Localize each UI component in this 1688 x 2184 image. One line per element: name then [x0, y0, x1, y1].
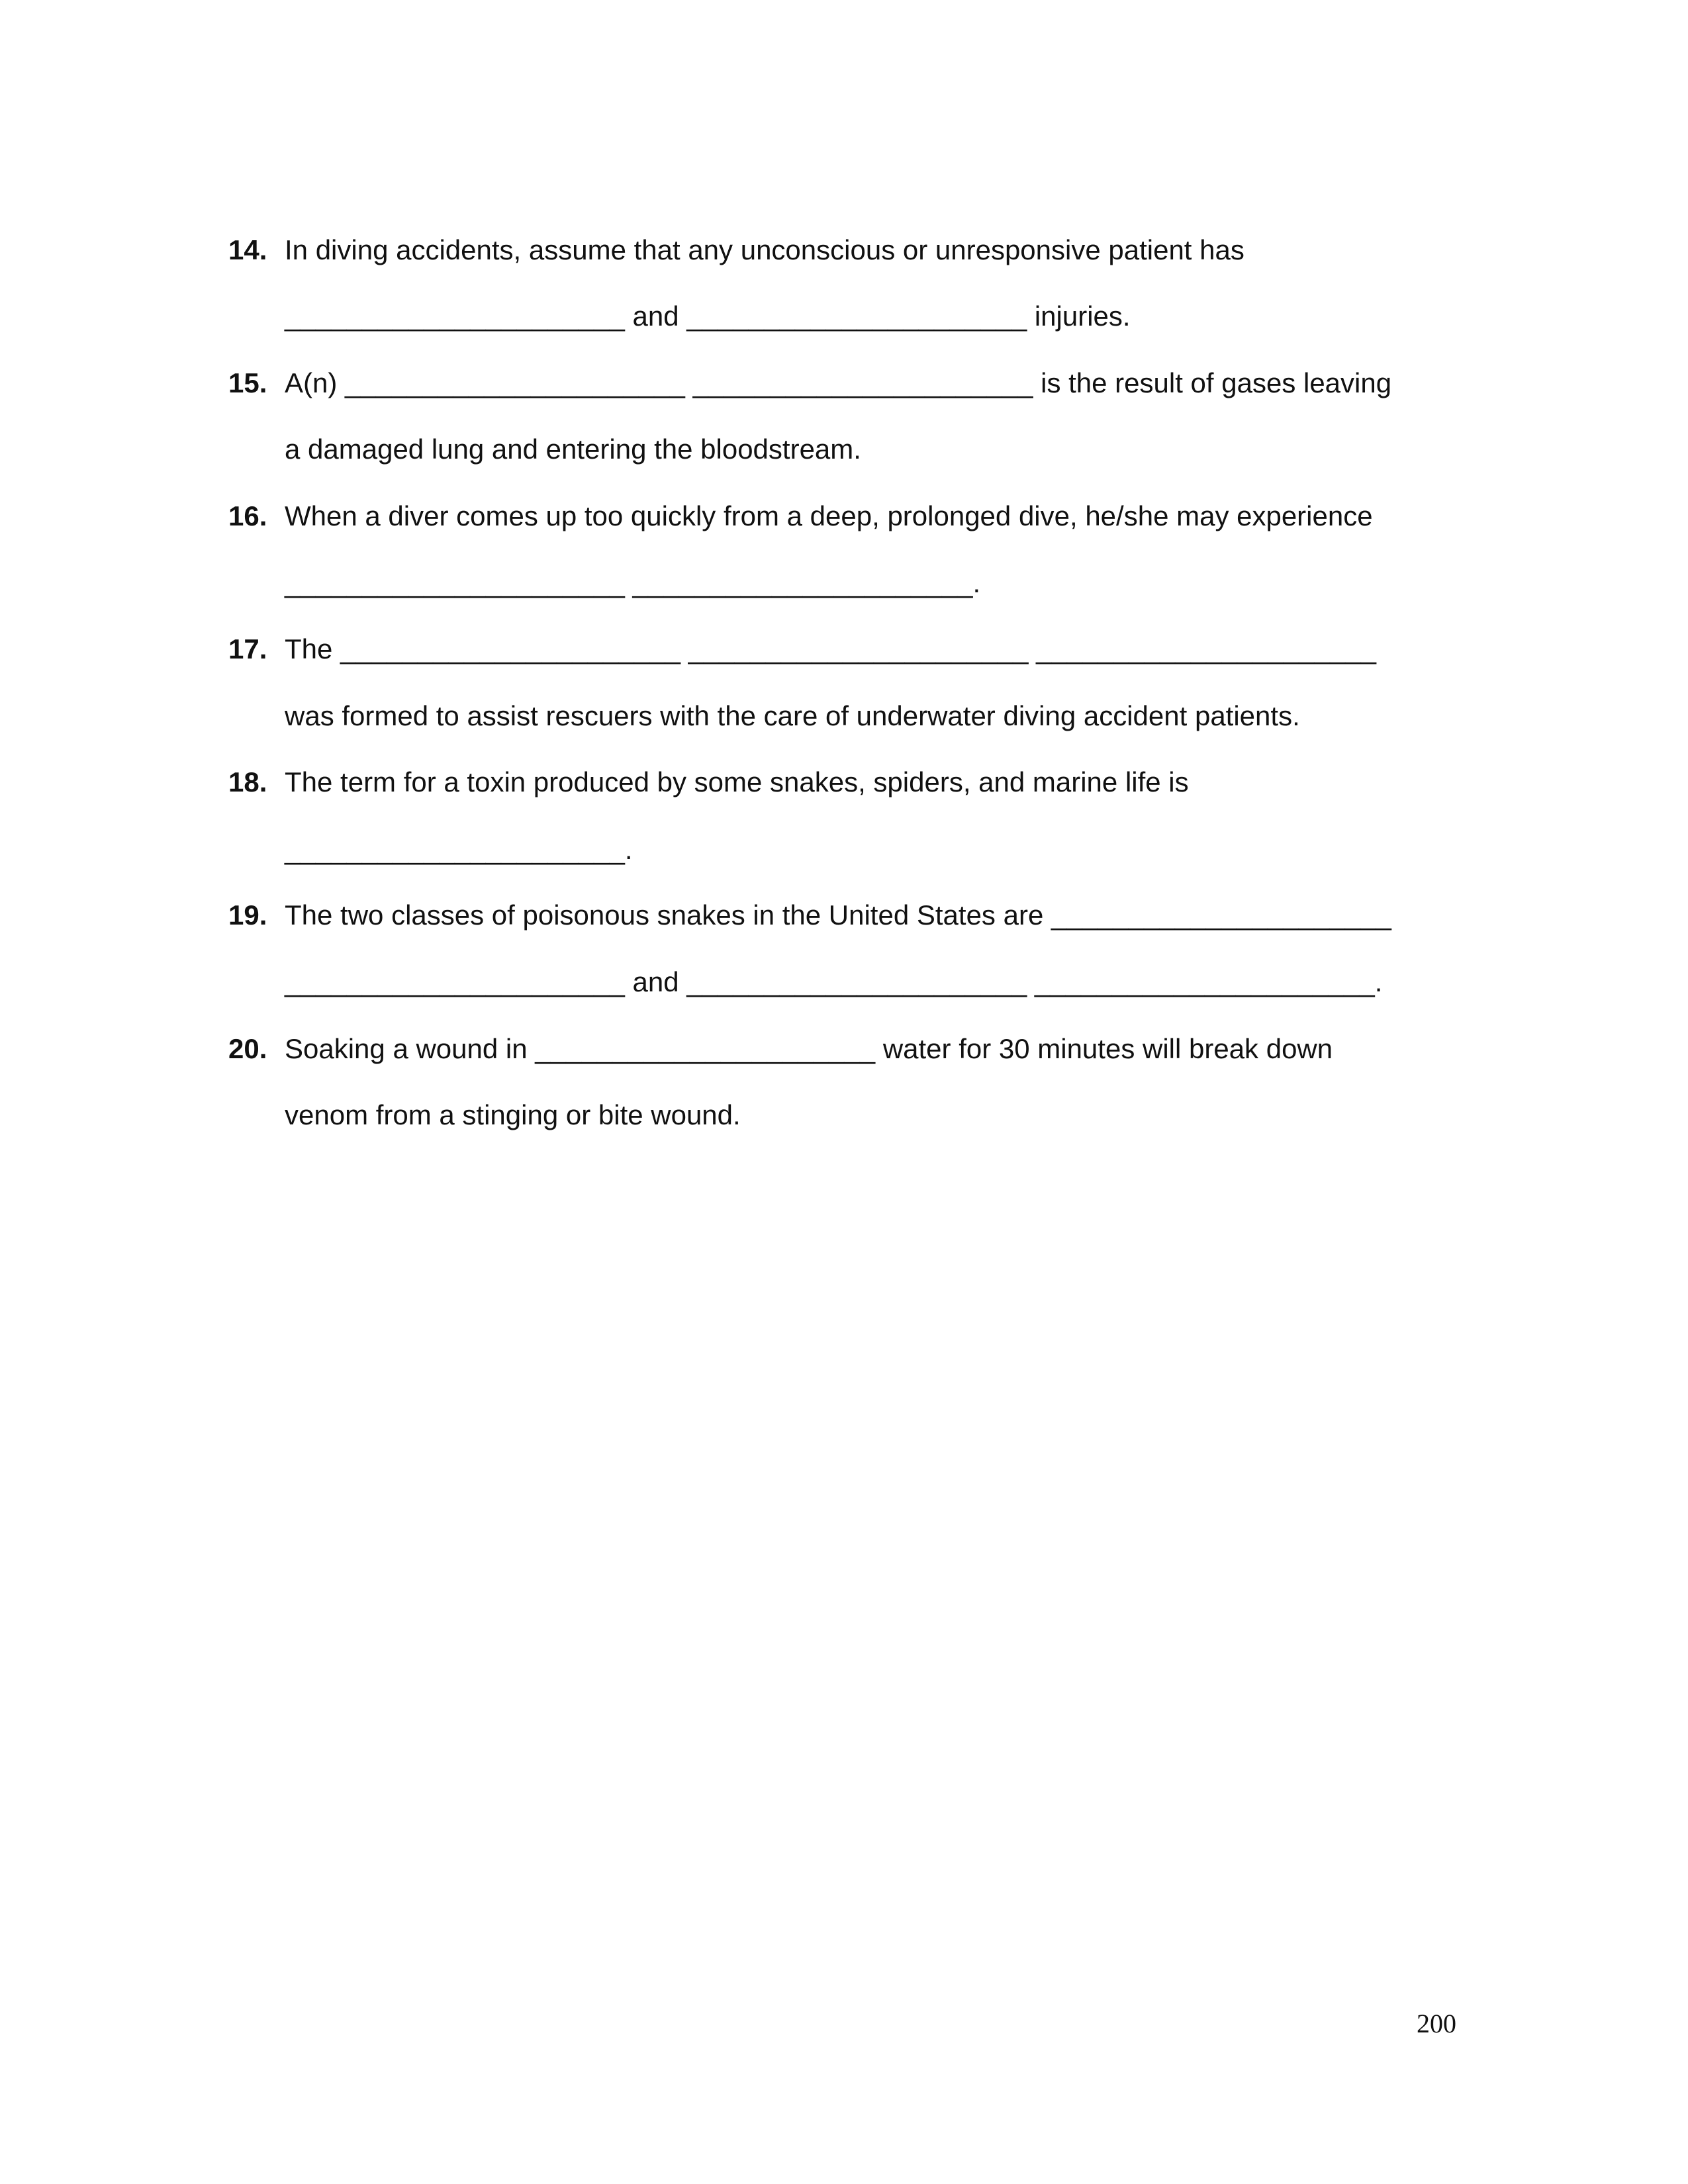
question-number: 17.: [228, 633, 267, 664]
question-text-line-2: was formed to assist rescuers with the care of underwater diving accident patients.: [285, 700, 1300, 731]
question-text-line-2: ______________________ and ______________________ ______________________.: [285, 966, 1383, 997]
question-text-line-2: ______________________.: [285, 834, 633, 865]
question-text-line-1: Soaking a wound in ______________________ water for 30 minutes will break down: [285, 1033, 1333, 1064]
question-number: 18.: [228, 766, 267, 797]
question-number: 14.: [228, 234, 267, 265]
page-number: 200: [1417, 2009, 1456, 2038]
question-text-line-2: a damaged lung and entering the bloodstream.: [285, 433, 861, 465]
question-text-line-1: The ______________________ ______________________ ______________________: [285, 633, 1377, 664]
question-number: 15.: [228, 367, 267, 398]
question-text-line-2: ______________________ and ______________________ injuries.: [285, 300, 1131, 332]
question-text-line-1: In diving accidents, assume that any unconscious or unresponsive patient has: [285, 234, 1244, 265]
question-text-line-1: The two classes of poisonous snakes in the United States are ______________________: [285, 899, 1391, 931]
question-text-line-1: The term for a toxin produced by some snakes, spiders, and marine life is: [285, 766, 1189, 797]
question-number: 20.: [228, 1033, 267, 1064]
question-text-line-1: When a diver comes up too quickly from a deep, prolonged dive, he/she may experience: [285, 500, 1373, 531]
question-text-line-2: venom from a stinging or bite wound.: [285, 1099, 741, 1130]
question-text-line-1: A(n) ______________________ ______________________ is the result of gases leaving: [285, 367, 1392, 398]
question-text-line-2: ______________________ ______________________.: [285, 567, 981, 598]
question-number: 19.: [228, 899, 267, 931]
question-number: 16.: [228, 500, 267, 531]
